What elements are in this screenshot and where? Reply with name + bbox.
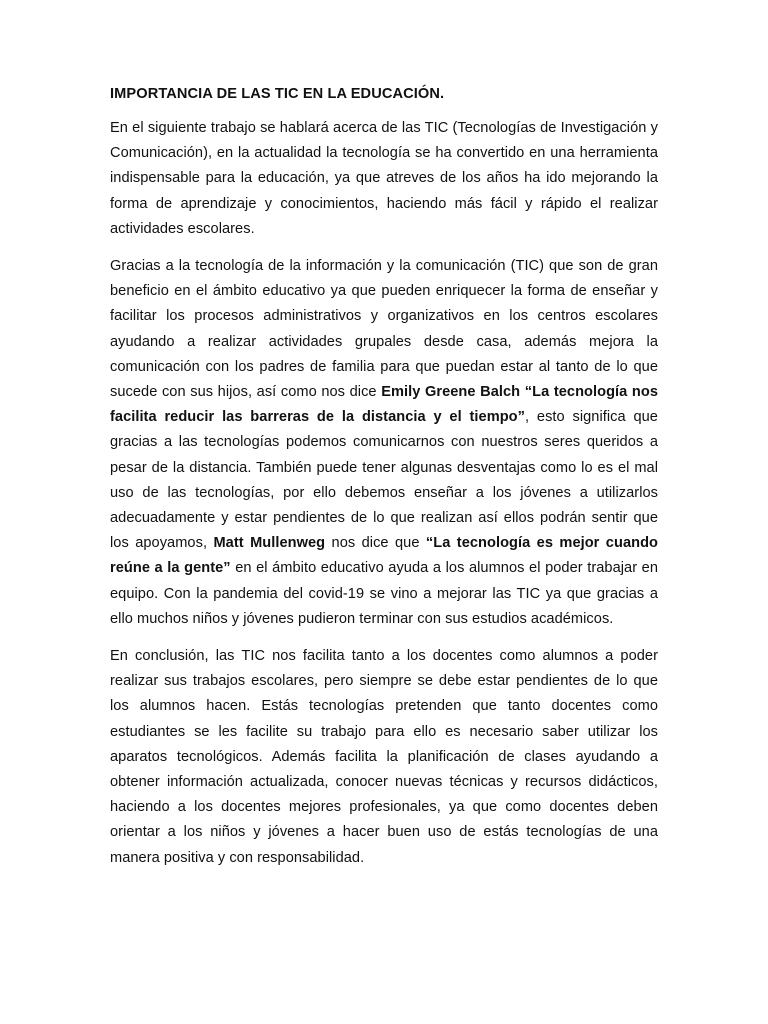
paragraph-body-text-4: en el ámbito educativo ayuda a los alumnos el poder trabajar en equipo. Con la pandemia del covid-19 se vino a mejorar las TIC ya que gracias a ello muchos niños y jóvenes pudieron terminar con sus estudios académicos. — [110, 560, 658, 627]
paragraph-body-text-3: nos dice que — [325, 535, 426, 552]
document-title: IMPORTANCIA DE LAS TIC EN LA EDUCACIÓN. — [110, 86, 445, 102]
paragraph-conclusion: En conclusión, las TIC nos facilita tanto a los docentes como alumnos a poder realizar sus trabajos escolares, pero siempre se debe estar pendientes de lo que los alumnos hacen. Estás tecnologías pretenden que tanto docentes como estudiantes se les facilite su trabajo para ello es necesario saber utilizar los aparatos tecnológicos. Además facilita la planificación de clases ayudando a obtener información actualizada, conocer nuevas técnicas y recursos didácticos, haciendo a los docentes mejores profesionales, ya que como docentes deben orientar a los niños y jóvenes a hacer buen uso de estás tecnologías de una manera positiva y con responsabilidad. — [110, 648, 658, 866]
quote-emily-greene-balch: “La tecnología nos facilita reducir las barreras de la distancia y el tiempo” — [110, 384, 658, 426]
quote-matt-mullenweg: “La tecnología es mejor cuando reúne a la gente” — [110, 535, 659, 577]
paragraph-body-text-2: , esto significa que gracias a las tecnologías podemos comunicarnos con nuestros seres queridos a pesar de la distancia. También puede tener algunas desventajas como lo es el mal uso de las tecnologías, por ello debemos enseñar a los jóvenes a utilizarlos adecuadamente y estar pendientes de lo que realizan así ellos podrán sentir que los apoyamos, — [110, 409, 658, 552]
document-page — [110, 84, 658, 883]
paragraph-body — [110, 254, 658, 632]
paragraph-introduction: En el siguiente trabajo se hablará acerca de las TIC (Tecnologías de Investigación y Comunicación), en la actualidad la tecnología se ha convertido en una herramienta indispensable para la educación, ya que atreves de los años ha ido mejorando la forma de aprendizaje y conocimientos, haciendo más fácil y rápido el realizar actividades escolares. — [110, 120, 658, 237]
paragraph-body-text-1: Gracias a la tecnología de la información y la comunicación (TIC) que son de gran beneficio en el ámbito educativo ya que pueden enriquecer la forma de enseñar y facilitar los procesos administrativos y organizativos en los centros escolares ayudando a realizar actividades grupales desde casa, además mejora la comunicación con los padres de familia para que puedan estar al tanto de lo que sucede con sus hijos, así como nos dice — [110, 258, 658, 401]
author-matt-mullenweg: Matt Mullenweg — [213, 535, 326, 552]
author-emily-greene-balch: Emily Greene Balch — [381, 384, 521, 401]
